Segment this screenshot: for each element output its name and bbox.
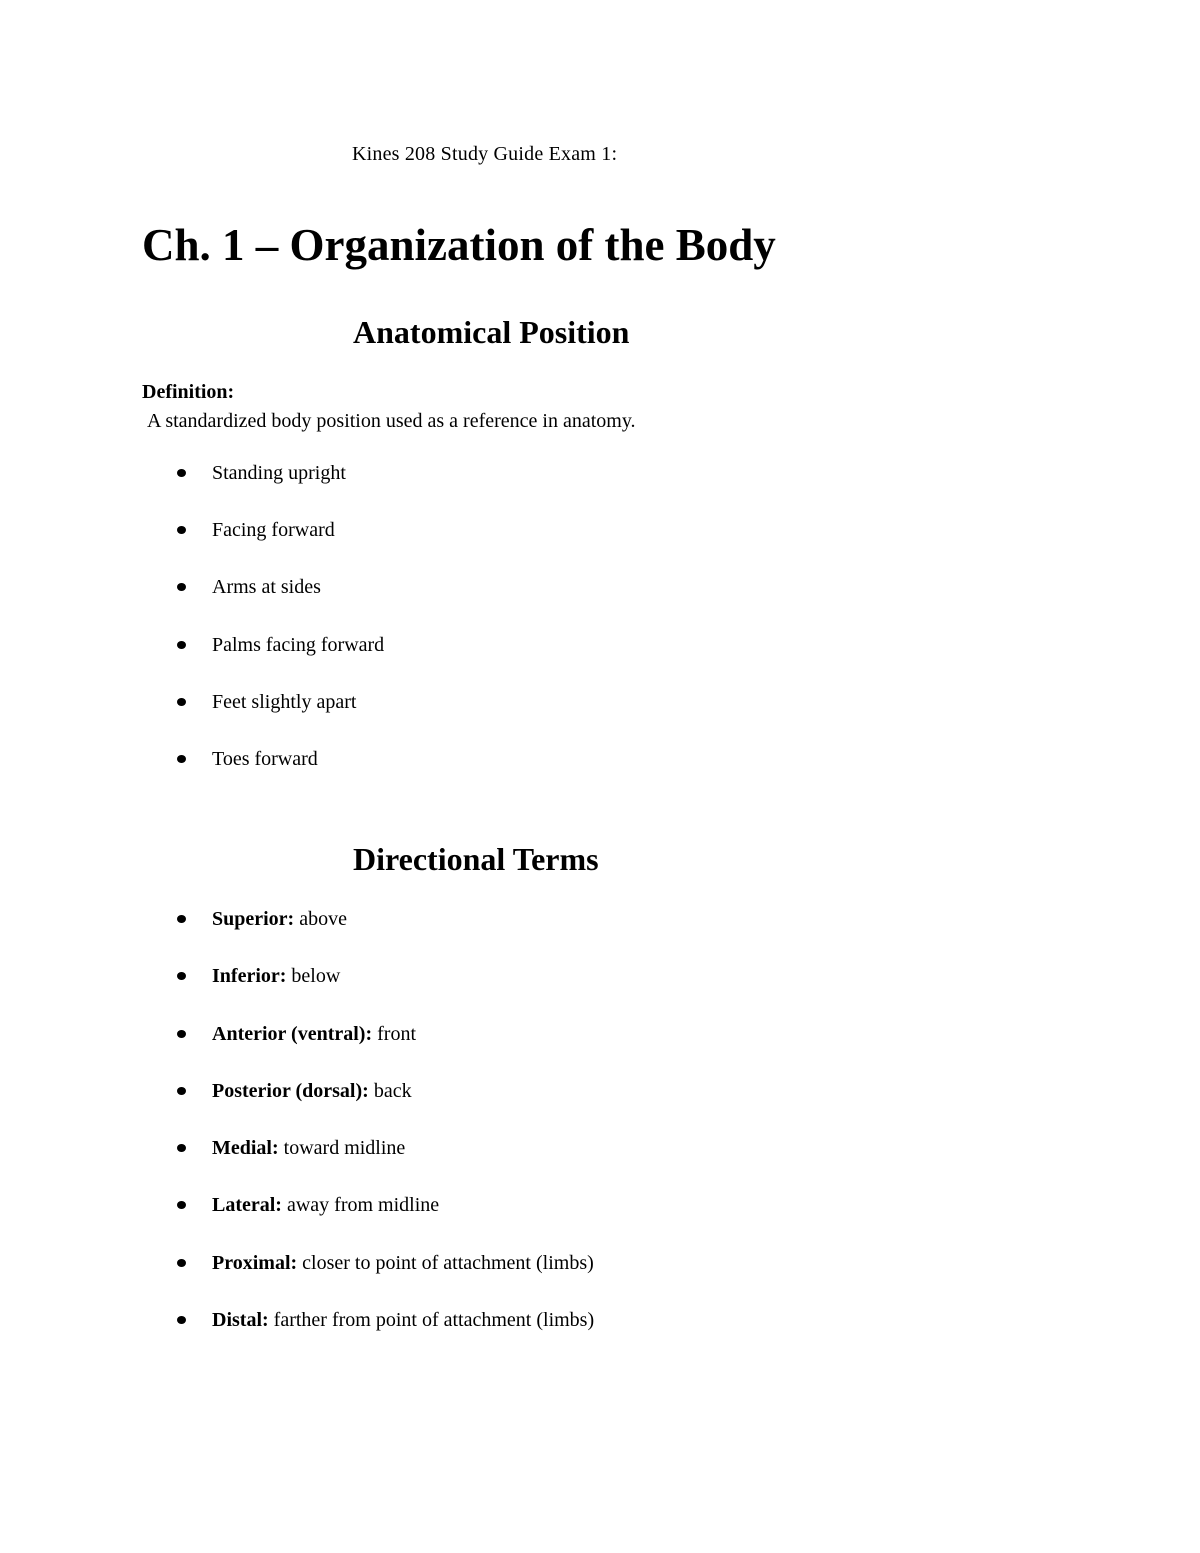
list-item-text: Standing upright xyxy=(212,462,346,484)
bullet-icon xyxy=(177,526,186,534)
term-description: closer to point of attachment (limbs) xyxy=(297,1251,594,1274)
list-item-text xyxy=(212,1251,594,1275)
directional-terms-list xyxy=(0,907,1200,1365)
anatomical-position-list xyxy=(0,461,1200,804)
term-label: Proximal: xyxy=(212,1251,298,1274)
term-description: below xyxy=(286,965,341,988)
term-description: farther from point of attachment (limbs) xyxy=(268,1309,595,1332)
bullet-icon xyxy=(177,698,186,706)
list-item-text xyxy=(212,1136,405,1160)
section-title-anatomical-position: Anatomical Position xyxy=(353,314,630,350)
list-item xyxy=(0,964,1200,1021)
list-item xyxy=(0,461,1200,518)
term-description: toward midline xyxy=(278,1137,406,1160)
term-label: Inferior: xyxy=(212,965,287,988)
list-item xyxy=(0,633,1200,690)
bullet-icon xyxy=(177,583,186,591)
bullet-icon xyxy=(177,641,186,649)
bullet-icon xyxy=(177,469,186,477)
definition-text: A standardized body position used as a reference in anatomy. xyxy=(147,410,636,432)
list-item xyxy=(0,575,1200,632)
bullet-icon xyxy=(177,1316,186,1324)
bullet-icon xyxy=(177,1087,186,1095)
list-item xyxy=(0,1251,1200,1308)
list-item xyxy=(0,1193,1200,1250)
list-item-text: Toes forward xyxy=(212,747,318,770)
list-item-text xyxy=(212,907,347,931)
term-label: Lateral: xyxy=(212,1194,282,1217)
section-title-directional-terms: Directional Terms xyxy=(353,841,599,877)
list-item xyxy=(0,1136,1200,1193)
bullet-icon xyxy=(177,1144,186,1152)
list-item xyxy=(0,518,1200,575)
list-item-text: Feet slightly apart xyxy=(212,690,357,713)
bullet-icon xyxy=(177,755,186,763)
list-item xyxy=(0,747,1200,804)
term-description: front xyxy=(372,1022,417,1045)
list-item xyxy=(0,1308,1200,1365)
term-description: above xyxy=(294,908,347,930)
list-item-text xyxy=(212,964,340,988)
term-label: Distal: xyxy=(212,1309,269,1332)
bullet-icon xyxy=(177,915,186,923)
list-item xyxy=(0,690,1200,747)
bullet-icon xyxy=(177,1201,186,1209)
document-header: Kines 208 Study Guide Exam 1: xyxy=(352,143,618,165)
list-item-text: Palms facing forward xyxy=(212,633,385,656)
term-label: Posterior (dorsal): xyxy=(212,1079,369,1102)
definition-label: Definition: xyxy=(142,381,235,403)
list-item xyxy=(0,907,1200,964)
list-item-text xyxy=(212,1193,439,1217)
bullet-icon xyxy=(177,1030,186,1038)
term-label: Superior: xyxy=(212,908,295,930)
term-description: away from midline xyxy=(281,1194,440,1217)
list-item-text xyxy=(212,1022,416,1046)
bullet-icon xyxy=(177,972,186,980)
term-label: Medial: xyxy=(212,1137,279,1160)
list-item-text: Facing forward xyxy=(212,519,335,542)
chapter-title: Ch. 1 – Organization of the Body xyxy=(142,220,776,270)
list-item-text xyxy=(212,1079,412,1103)
term-label: Anterior (ventral): xyxy=(212,1022,373,1045)
list-item xyxy=(0,1079,1200,1136)
list-item-text: Arms at sides xyxy=(212,576,321,599)
bullet-icon xyxy=(177,1259,186,1267)
list-item xyxy=(0,1022,1200,1079)
term-description: back xyxy=(368,1079,412,1102)
list-item-text xyxy=(212,1308,594,1332)
